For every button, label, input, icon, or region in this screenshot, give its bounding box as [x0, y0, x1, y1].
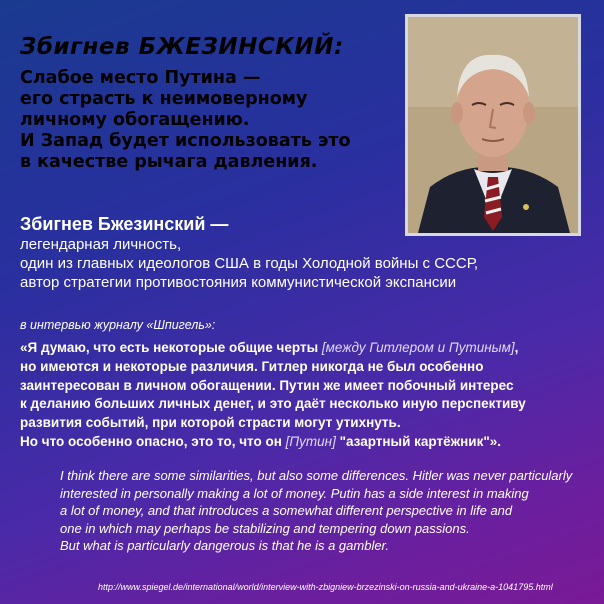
source-url: http://www.spiegel.de/international/world/interview-with-zbigniew-brzezinski-on-russia-and-ukraine-a-1041795.html — [98, 582, 553, 592]
quote-ru-insertion: [между Гитлером и Путиным] — [321, 340, 515, 355]
headline-line: И Запад будет использовать это — [20, 131, 351, 151]
quote-en-line: one in which may perhaps be stabilizing and tempering down passions. — [60, 520, 470, 536]
person-desc-line: автор стратегии противостояния коммунистической экспансии — [20, 274, 457, 291]
quote-ru-text: "азартный картёжник"». — [335, 433, 502, 449]
quote-russian — [20, 339, 592, 452]
quote-en-line: I think there are some similarities, but also some differences. Hitler was never particularly — [60, 468, 573, 483]
quote-ru-line: заинтересован в личном обогащении. Путин же имеет побочный интерес — [20, 377, 514, 393]
headline-line: его страсть к неимоверному — [20, 89, 308, 109]
person-desc-line: легендарная личность, — [20, 236, 182, 253]
headline-name: Збигнев БЖЕЗИНСКИЙ: — [20, 34, 344, 60]
source-note: в интервью журналу «Шпигель»: — [20, 318, 216, 332]
headline-line: в качестве рычага давления. — [20, 152, 318, 172]
quote-ru-line: но имеются и некоторые различия. Гитлер никогда не был особенно — [20, 358, 484, 374]
headline — [20, 34, 390, 173]
quote-ru-text: Но что особенно опасно, это то, что он — [20, 433, 286, 449]
quote-en-line: But what is particularly dangerous is that he is a gambler. — [60, 538, 390, 553]
person-intro — [20, 213, 580, 292]
quote-ru-line: к деланию больших личных денег, и это даёт несколько иную перспективу — [20, 396, 526, 412]
quote-ru-text: , — [514, 340, 519, 355]
headline-line: Слабое место Путина — — [20, 68, 261, 88]
quote-ru-line: развития событий, при которой страсти могут утихнуть. — [20, 415, 401, 431]
quote-en-line: interested in personally making a lot of money. Putin has a side interest in making — [60, 485, 529, 501]
quote-ru-text: «Я думаю, что есть некоторые общие черты — [20, 340, 322, 355]
quote-english — [60, 467, 590, 555]
portrait-photo — [405, 14, 581, 236]
quote-ru-insertion: [Путин] — [285, 433, 336, 449]
portrait-illustration — [408, 17, 578, 233]
headline-line: личному обогащению. — [20, 110, 250, 130]
person-name: Збигнев Бжезинский — — [20, 214, 229, 234]
quote-en-line: a lot of money, and that introduces a somewhat different perspective in life and — [60, 503, 513, 518]
quote-ru-line — [20, 433, 592, 452]
person-desc-line: один из главных идеологов США в годы Холодной войны с СССР, — [20, 255, 479, 272]
quote-ru-line — [20, 339, 592, 358]
